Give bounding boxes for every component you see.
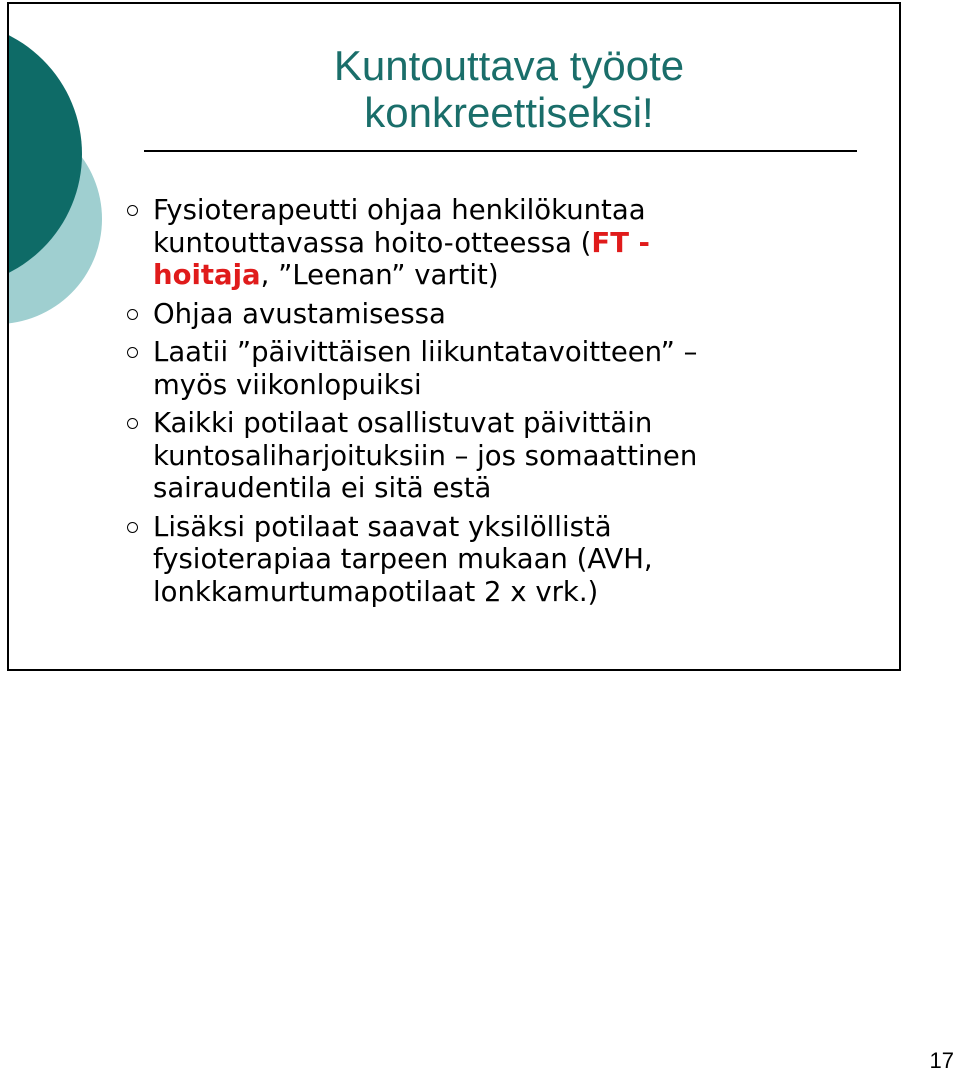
- bullet-line: [153, 298, 853, 331]
- bullet-prefix-text: Laatii ”päivittäisen liikuntatavoitteen” –: [153, 336, 698, 368]
- bullet-prefix-text: myös viikonlopuiksi: [153, 368, 422, 401]
- bullet-text: [153, 407, 853, 505]
- title-line-2: konkreettiseksi!: [364, 89, 654, 136]
- bullet-prefix-text: Ohjaa avustamisessa: [153, 297, 446, 330]
- bullet-prefix-text: lonkkamurtumapotilaat 2 x vrk.): [153, 575, 599, 608]
- title-divider: [144, 150, 857, 152]
- title-line-1: Kuntouttava työote: [333, 42, 685, 89]
- bullet-circle-icon: [127, 347, 138, 358]
- slide-title: [149, 42, 869, 136]
- bullet-circle-icon: [127, 418, 138, 429]
- bullet-prefix-text: Kaikki potilaat osallistuvat päivittäin: [153, 407, 653, 439]
- bullet-prefix-text: sairaudentila ei sitä estä: [153, 472, 492, 504]
- bullet-text: [153, 336, 853, 401]
- bullet-text: [153, 194, 853, 292]
- bullet-circle-icon: [127, 522, 138, 533]
- bullet-prefix-text: Lisäksi potilaat saavat yksilöllistä: [153, 510, 612, 543]
- bullet-circle-icon: [127, 309, 138, 320]
- bullet-line: [153, 543, 853, 576]
- bullet-line: [153, 440, 853, 473]
- bullet-line: [153, 511, 853, 544]
- bullet-prefix-text: fysioterapiaa tarpeen mukaan (AVH,: [153, 543, 653, 575]
- slide: [7, 2, 901, 671]
- bullet-line: [153, 336, 853, 369]
- bullet-highlight-text: hoitaja: [153, 259, 261, 291]
- bullet-line: [153, 194, 853, 227]
- bullet-text: [153, 298, 853, 331]
- bullet-line: [153, 227, 853, 260]
- bullet-text: [153, 511, 853, 609]
- bullet-line: [153, 407, 853, 440]
- bullet-line: [153, 472, 853, 505]
- bullet-highlight-text: FT -: [591, 226, 650, 259]
- bullet-prefix-text: kuntosaliharjoituksiin – jos somaattinen: [153, 439, 698, 472]
- decorative-circles: [9, 4, 129, 364]
- bullet-line: [153, 369, 853, 402]
- bullet-line: [153, 259, 853, 292]
- bullet-line: [153, 576, 853, 609]
- page-number: 17: [929, 1048, 954, 1073]
- bullet-suffix-text: , ”Leenan” vartit): [260, 259, 499, 291]
- bullet-prefix-text: Fysioterapeutti ohjaa henkilökuntaa: [153, 194, 646, 226]
- bullet-prefix-text: kuntouttavassa hoito-otteessa (: [153, 226, 592, 259]
- bullet-circle-icon: [127, 205, 138, 216]
